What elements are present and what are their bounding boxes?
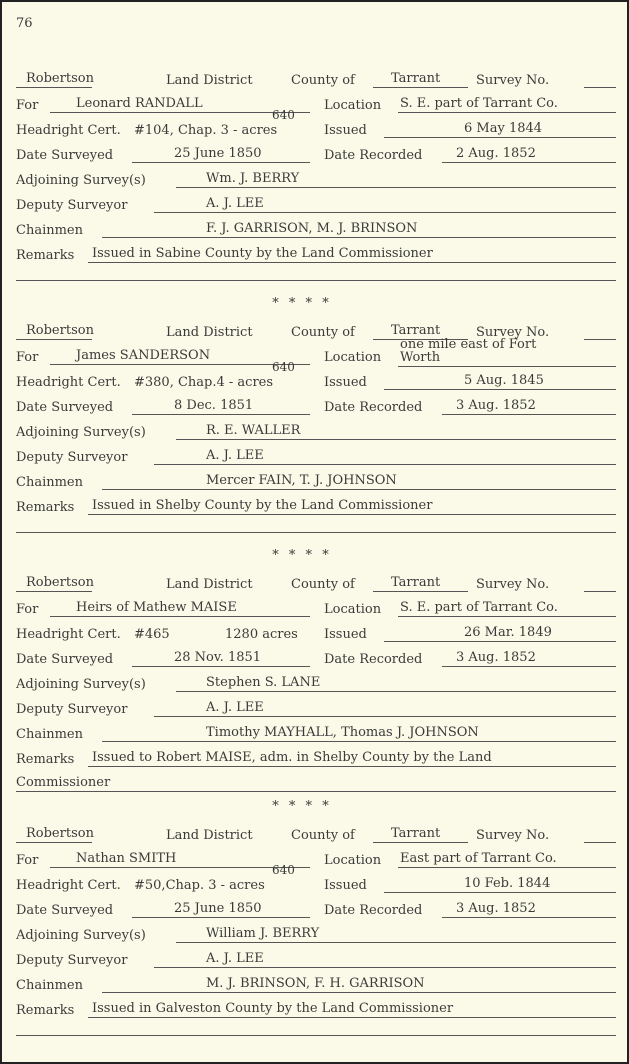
record-separator-3: * * * * bbox=[272, 799, 332, 814]
date-recorded-label: Date Recorded bbox=[324, 148, 423, 163]
date-recorded-field bbox=[442, 650, 616, 667]
remarks-line2-row bbox=[16, 270, 616, 295]
remarks-row bbox=[16, 1000, 616, 1025]
chainmen-field-value: Timothy MAYHALL, Thomas J. JOHNSON bbox=[206, 725, 479, 740]
adjoining-field-value: Wm. J. BERRY bbox=[206, 171, 300, 186]
for-row bbox=[16, 599, 616, 624]
land-district-label: Land District bbox=[166, 828, 253, 843]
deputy-label: Deputy Surveyor bbox=[16, 702, 128, 717]
date-recorded-label: Date Recorded bbox=[324, 400, 423, 415]
chainmen-row bbox=[16, 724, 616, 749]
record-separator-1: * * * * bbox=[272, 296, 332, 311]
adjoining-label: Adjoining Survey(s) bbox=[16, 173, 146, 188]
chainmen-field-value: M. J. BRINSON, F. H. GARRISON bbox=[206, 976, 425, 991]
district-field bbox=[16, 575, 92, 592]
chainmen-label: Chainmen bbox=[16, 978, 83, 993]
acres-superscript: 640 bbox=[272, 360, 295, 374]
deputy-label: Deputy Surveyor bbox=[16, 450, 128, 465]
location-line2: Worth bbox=[400, 350, 441, 365]
chainmen-field-value: F. J. GARRISON, M. J. BRINSON bbox=[206, 221, 418, 236]
deputy-label: Deputy Surveyor bbox=[16, 953, 128, 968]
cert-value: #104, Chap. 3 - acres bbox=[134, 123, 278, 138]
chainmen-row bbox=[16, 472, 616, 497]
location-field-value: S. E. part of Tarrant Co. bbox=[400, 96, 558, 111]
deputy-label: Deputy Surveyor bbox=[16, 198, 128, 213]
county-of-label: County of bbox=[291, 325, 355, 340]
deputy-field-value: A. J. LEE bbox=[206, 196, 264, 211]
county-field bbox=[373, 71, 468, 88]
adjoining-field bbox=[176, 423, 616, 440]
issued-field bbox=[384, 625, 616, 642]
chainmen-row bbox=[16, 220, 616, 245]
remarks-line2-value: Commissioner bbox=[16, 775, 111, 790]
deputy-field bbox=[154, 951, 616, 968]
remarks-line2-row bbox=[16, 774, 616, 799]
acres-value: 1280 acres bbox=[225, 627, 298, 642]
land-district-label: Land District bbox=[166, 325, 253, 340]
survey-record-1 bbox=[16, 70, 616, 295]
location-label: Location bbox=[324, 602, 382, 617]
for-field-value: James SANDERSON bbox=[76, 348, 211, 363]
chainmen-row bbox=[16, 975, 616, 1000]
chainmen-field-value: Mercer FAIN, T. J. JOHNSON bbox=[206, 473, 397, 488]
adjoining-field bbox=[176, 926, 616, 943]
remarks-field-value: Issued in Sabine County by the Land Commissioner bbox=[92, 246, 433, 261]
location-field bbox=[398, 600, 616, 617]
county-field bbox=[373, 826, 468, 843]
location-label: Location bbox=[324, 350, 382, 365]
issued-label: Issued bbox=[324, 375, 367, 390]
remarks-field-value: Issued to Robert MAISE, adm. in Shelby County by the Land bbox=[92, 750, 492, 765]
remarks-label: Remarks bbox=[16, 248, 75, 263]
deputy-field bbox=[154, 196, 616, 213]
cert-value: #465 bbox=[134, 627, 170, 642]
deputy-row bbox=[16, 195, 616, 220]
chainmen-field bbox=[102, 221, 616, 238]
remarks-blank-line bbox=[16, 532, 616, 533]
remarks-label: Remarks bbox=[16, 1003, 75, 1018]
district-field-value: Robertson bbox=[26, 323, 94, 338]
date-surveyed-label: Date Surveyed bbox=[16, 148, 114, 163]
date-recorded-field bbox=[442, 146, 616, 163]
date-surveyed-field-value: 8 Dec. 1851 bbox=[174, 398, 254, 413]
dates-row bbox=[16, 145, 616, 170]
adjoining-label: Adjoining Survey(s) bbox=[16, 928, 146, 943]
remarks-line2-field bbox=[16, 775, 616, 792]
dates-row bbox=[16, 900, 616, 925]
survey-record-3 bbox=[16, 574, 616, 799]
issued-label: Issued bbox=[324, 123, 367, 138]
survey-no-label: Survey No. bbox=[476, 577, 550, 592]
remarks-blank-line bbox=[16, 280, 616, 281]
cert-value: #380, Chap.4 - acres bbox=[134, 375, 274, 390]
county-field-value: Tarrant bbox=[391, 71, 441, 86]
remarks-row bbox=[16, 497, 616, 522]
adjoining-row bbox=[16, 170, 616, 195]
acres-superscript: 640 bbox=[272, 108, 295, 122]
date-recorded-field bbox=[442, 901, 616, 918]
issued-field-value: 5 Aug. 1845 bbox=[464, 373, 544, 388]
headright-row bbox=[16, 624, 616, 649]
issued-field-value: 10 Feb. 1844 bbox=[464, 876, 551, 891]
survey-no-field bbox=[584, 826, 616, 843]
adjoining-label: Adjoining Survey(s) bbox=[16, 677, 146, 692]
location-label: Location bbox=[324, 853, 382, 868]
remarks-field bbox=[88, 1001, 616, 1018]
county-field bbox=[373, 575, 468, 592]
district-field-value: Robertson bbox=[26, 71, 94, 86]
location-line1: one mile east of Fort bbox=[400, 337, 537, 352]
remarks-field bbox=[88, 498, 616, 515]
date-surveyed-field-value: 25 June 1850 bbox=[174, 146, 262, 161]
issued-field bbox=[384, 373, 616, 390]
headright-label: Headright Cert. bbox=[16, 123, 121, 138]
for-row bbox=[16, 337, 616, 372]
for-label: For bbox=[16, 602, 39, 617]
remarks-field bbox=[88, 750, 616, 767]
headright-row bbox=[16, 108, 616, 145]
remarks-line2-row bbox=[16, 522, 616, 547]
for-label: For bbox=[16, 853, 39, 868]
for-label: For bbox=[16, 350, 39, 365]
for-field bbox=[50, 348, 310, 365]
district-row bbox=[16, 574, 616, 599]
date-recorded-label: Date Recorded bbox=[324, 652, 423, 667]
for-field bbox=[50, 600, 310, 617]
survey-no-label: Survey No. bbox=[476, 828, 550, 843]
chainmen-label: Chainmen bbox=[16, 223, 83, 238]
adjoining-field bbox=[176, 171, 616, 188]
land-district-label: Land District bbox=[166, 577, 253, 592]
location-field-value: East part of Tarrant Co. bbox=[400, 851, 557, 866]
deputy-field-value: A. J. LEE bbox=[206, 448, 264, 463]
date-surveyed-label: Date Surveyed bbox=[16, 903, 114, 918]
for-row bbox=[16, 850, 616, 875]
headright-row bbox=[16, 360, 616, 397]
issued-field-value: 6 May 1844 bbox=[464, 121, 543, 136]
adjoining-row bbox=[16, 422, 616, 447]
date-recorded-field-value: 3 Aug. 1852 bbox=[456, 901, 536, 916]
issued-field bbox=[384, 121, 616, 138]
date-recorded-label: Date Recorded bbox=[324, 903, 423, 918]
adjoining-field bbox=[176, 675, 616, 692]
remarks-line2-row bbox=[16, 1025, 616, 1050]
date-surveyed-label: Date Surveyed bbox=[16, 400, 114, 415]
adjoining-field-value: Stephen S. LANE bbox=[206, 675, 321, 690]
adjoining-field-value: William J. BERRY bbox=[206, 926, 320, 941]
chainmen-label: Chainmen bbox=[16, 727, 83, 742]
county-of-label: County of bbox=[291, 828, 355, 843]
adjoining-row bbox=[16, 925, 616, 950]
headright-label: Headright Cert. bbox=[16, 375, 121, 390]
for-field-value: Heirs of Mathew MAISE bbox=[76, 600, 237, 615]
date-surveyed-label: Date Surveyed bbox=[16, 652, 114, 667]
issued-field bbox=[384, 876, 616, 893]
chainmen-label: Chainmen bbox=[16, 475, 83, 490]
for-field-value: Nathan SMITH bbox=[76, 851, 177, 866]
location-label: Location bbox=[324, 98, 382, 113]
date-surveyed-field bbox=[132, 650, 310, 667]
district-field bbox=[16, 323, 92, 340]
headright-label: Headright Cert. bbox=[16, 627, 121, 642]
deputy-field bbox=[154, 700, 616, 717]
record-separator-2: * * * * bbox=[272, 548, 332, 563]
for-field-value: Leonard RANDALL bbox=[76, 96, 203, 111]
remarks-field-value: Issued in Galveston County by the Land Commissioner bbox=[92, 1001, 454, 1016]
remarks-label: Remarks bbox=[16, 752, 75, 767]
for-field bbox=[50, 96, 310, 113]
date-recorded-field-value: 3 Aug. 1852 bbox=[456, 398, 536, 413]
remarks-blank-line bbox=[16, 1035, 616, 1036]
remarks-row bbox=[16, 245, 616, 270]
adjoining-field-value: R. E. WALLER bbox=[206, 423, 301, 438]
date-surveyed-field-value: 28 Nov. 1851 bbox=[174, 650, 262, 665]
adjoining-label: Adjoining Survey(s) bbox=[16, 425, 146, 440]
survey-no-field bbox=[584, 71, 616, 88]
deputy-row bbox=[16, 699, 616, 724]
remarks-label: Remarks bbox=[16, 500, 75, 515]
issued-label: Issued bbox=[324, 627, 367, 642]
dates-row bbox=[16, 397, 616, 422]
date-recorded-field-value: 3 Aug. 1852 bbox=[456, 650, 536, 665]
survey-no-label: Survey No. bbox=[476, 325, 550, 340]
county-field-value: Tarrant bbox=[391, 826, 441, 841]
deputy-field-value: A. J. LEE bbox=[206, 700, 264, 715]
dates-row bbox=[16, 649, 616, 674]
adjoining-row bbox=[16, 674, 616, 699]
chainmen-field bbox=[102, 473, 616, 490]
remarks-row bbox=[16, 749, 616, 774]
survey-no-label: Survey No. bbox=[476, 73, 550, 88]
survey-no-field bbox=[584, 575, 616, 592]
county-of-label: County of bbox=[291, 577, 355, 592]
district-field bbox=[16, 826, 92, 843]
location-field bbox=[398, 96, 616, 113]
survey-record-2 bbox=[16, 322, 616, 547]
issued-label: Issued bbox=[324, 878, 367, 893]
county-of-label: County of bbox=[291, 73, 355, 88]
district-field-value: Robertson bbox=[26, 826, 94, 841]
headright-row bbox=[16, 863, 616, 900]
district-field-value: Robertson bbox=[26, 575, 94, 590]
survey-record-4 bbox=[16, 825, 616, 1050]
remarks-field-value: Issued in Shelby County by the Land Commissioner bbox=[92, 498, 433, 513]
location-field bbox=[398, 338, 616, 367]
district-field bbox=[16, 71, 92, 88]
date-surveyed-field bbox=[132, 901, 310, 918]
district-row bbox=[16, 825, 616, 850]
date-surveyed-field-value: 25 June 1850 bbox=[174, 901, 262, 916]
for-label: For bbox=[16, 98, 39, 113]
deputy-field-value: A. J. LEE bbox=[206, 951, 264, 966]
county-field-value: Tarrant bbox=[391, 575, 441, 590]
location-field-value: S. E. part of Tarrant Co. bbox=[400, 600, 558, 615]
chainmen-field bbox=[102, 725, 616, 742]
county-field-value: Tarrant bbox=[391, 323, 441, 338]
headright-label: Headright Cert. bbox=[16, 878, 121, 893]
deputy-field bbox=[154, 448, 616, 465]
district-row bbox=[16, 70, 616, 95]
remarks-field bbox=[88, 246, 616, 263]
page-number: 76 bbox=[16, 16, 33, 31]
deputy-row bbox=[16, 950, 616, 975]
date-recorded-field bbox=[442, 398, 616, 415]
date-surveyed-field bbox=[132, 398, 310, 415]
date-recorded-field-value: 2 Aug. 1852 bbox=[456, 146, 536, 161]
land-district-label: Land District bbox=[166, 73, 253, 88]
issued-field-value: 26 Mar. 1849 bbox=[464, 625, 552, 640]
for-field bbox=[50, 851, 310, 868]
chainmen-field bbox=[102, 976, 616, 993]
date-surveyed-field bbox=[132, 146, 310, 163]
acres-superscript: 640 bbox=[272, 863, 295, 877]
deputy-row bbox=[16, 447, 616, 472]
location-field bbox=[398, 851, 616, 868]
for-row bbox=[16, 95, 616, 120]
cert-value: #50,Chap. 3 - acres bbox=[134, 878, 265, 893]
